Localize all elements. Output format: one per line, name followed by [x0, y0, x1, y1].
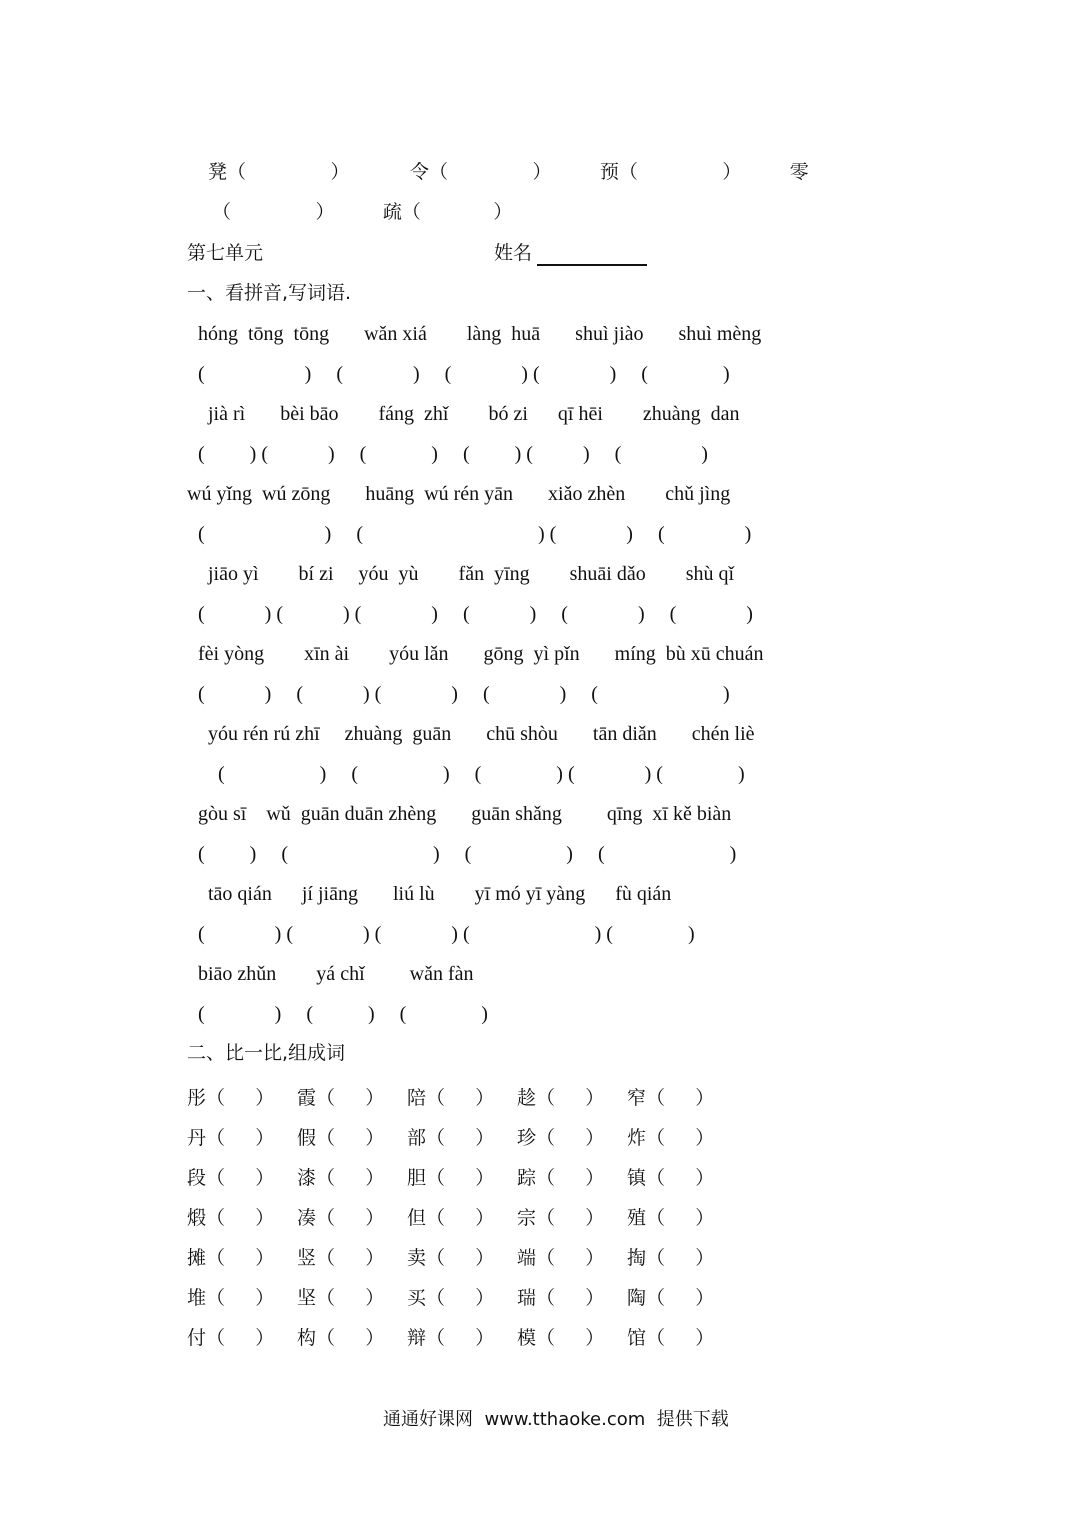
compare-cell	[297, 1243, 407, 1283]
compare-blank[interactable]: （ ）	[426, 1287, 495, 1309]
compare-blank[interactable]: （ ）	[206, 1207, 275, 1229]
compare-blank[interactable]: （ ）	[536, 1127, 605, 1149]
compare-blank[interactable]: （ ）	[316, 1247, 385, 1269]
compare-char: 部	[407, 1127, 427, 1149]
compare-cell	[407, 1323, 517, 1363]
compare-char: 珍	[517, 1127, 537, 1149]
pinyin-row-2: jià rì bèi bāo fáng zhǐ bó zi qī hēi zhuàng dan	[208, 403, 740, 425]
compare-cell	[187, 1283, 297, 1323]
compare-cell	[187, 1163, 297, 1203]
paren-row-7[interactable]: ( ) ( ) ( ) ( )	[198, 843, 737, 865]
compare-cell	[517, 1323, 627, 1363]
compare-cell	[407, 1203, 517, 1243]
compare-char: 丹	[187, 1127, 207, 1149]
compare-cell	[407, 1163, 517, 1203]
top-line-2: （ ） 疏（ ）	[212, 201, 513, 223]
pinyin-row-7: gòu sī wǔ guān duān zhèng guān shǎng qīng xī kě biàn	[198, 803, 732, 825]
pinyin-row-6: yóu rén rú zhī zhuàng guān chū shòu tān diǎn chén liè	[208, 723, 755, 745]
compare-blank[interactable]: （ ）	[646, 1127, 715, 1149]
compare-cell	[187, 1123, 297, 1163]
compare-row	[187, 1283, 737, 1323]
compare-cell	[627, 1323, 737, 1363]
compare-blank[interactable]: （ ）	[206, 1327, 275, 1349]
compare-blank[interactable]: （ ）	[536, 1087, 605, 1109]
compare-char: 踪	[517, 1167, 537, 1189]
compare-char: 趁	[517, 1087, 537, 1109]
compare-blank[interactable]: （ ）	[536, 1327, 605, 1349]
compare-cell	[297, 1163, 407, 1203]
compare-char: 彤	[187, 1087, 207, 1109]
compare-char: 端	[517, 1247, 537, 1269]
compare-char: 付	[187, 1327, 207, 1349]
name-blank-line[interactable]	[537, 264, 647, 266]
compare-blank[interactable]: （ ）	[426, 1167, 495, 1189]
compare-blank[interactable]: （ ）	[316, 1087, 385, 1109]
compare-char: 构	[297, 1327, 317, 1349]
compare-blank[interactable]: （ ）	[646, 1287, 715, 1309]
pinyin-row-5: fèi yòng xīn ài yóu lǎn gōng yì pǐn míng bù xū chuán	[198, 643, 764, 665]
compare-blank[interactable]: （ ）	[426, 1327, 495, 1349]
compare-char: 漆	[297, 1167, 317, 1189]
name-label: 姓名	[494, 242, 533, 264]
compare-cell	[187, 1203, 297, 1243]
compare-char: 陶	[627, 1287, 647, 1309]
compare-blank[interactable]: （ ）	[316, 1127, 385, 1149]
compare-blank[interactable]: （ ）	[646, 1207, 715, 1229]
compare-blank[interactable]: （ ）	[426, 1207, 495, 1229]
compare-cell	[297, 1283, 407, 1323]
compare-blank[interactable]: （ ）	[646, 1327, 715, 1349]
compare-char: 霞	[297, 1087, 317, 1109]
compare-char: 摊	[187, 1247, 207, 1269]
compare-char: 凑	[297, 1207, 317, 1229]
compare-cell	[517, 1123, 627, 1163]
paren-row-5[interactable]: ( ) ( ) ( ) ( ) ( )	[198, 683, 730, 705]
compare-char: 胆	[407, 1167, 427, 1189]
compare-char: 掏	[627, 1247, 647, 1269]
compare-blank[interactable]: （ ）	[206, 1087, 275, 1109]
compare-cell	[297, 1203, 407, 1243]
compare-char: 买	[407, 1287, 427, 1309]
section1-title: 一、看拼音,写词语.	[187, 282, 352, 304]
compare-row	[187, 1123, 737, 1163]
compare-blank[interactable]: （ ）	[646, 1087, 715, 1109]
compare-blank[interactable]: （ ）	[646, 1167, 715, 1189]
pinyin-row-8: tāo qián jí jiāng liú lù yī mó yī yàng fù qián	[208, 883, 672, 905]
compare-cell	[407, 1083, 517, 1123]
compare-cell	[627, 1163, 737, 1203]
compare-cell	[517, 1243, 627, 1283]
compare-char: 坚	[297, 1287, 317, 1309]
compare-blank[interactable]: （ ）	[426, 1087, 495, 1109]
compare-char: 堆	[187, 1287, 207, 1309]
pinyin-row-1: hóng tōng tōng wǎn xiá làng huā shuì jiào shuì mèng	[198, 323, 762, 345]
compare-row	[187, 1163, 737, 1203]
compare-char: 镇	[627, 1167, 647, 1189]
compare-char: 煅	[187, 1207, 207, 1229]
unit-title: 第七单元	[187, 242, 264, 264]
compare-char: 模	[517, 1327, 537, 1349]
compare-blank[interactable]: （ ）	[426, 1247, 495, 1269]
compare-cell	[627, 1243, 737, 1283]
pinyin-row-9: biāo zhǔn yá chǐ wǎn fàn	[198, 963, 474, 985]
compare-cell	[297, 1123, 407, 1163]
compare-char: 宗	[517, 1207, 537, 1229]
compare-cell	[187, 1083, 297, 1123]
compare-char: 辩	[407, 1327, 427, 1349]
compare-row	[187, 1323, 737, 1363]
paren-row-2[interactable]: ( ) ( ) ( ) ( ) ( ) ( )	[198, 443, 708, 465]
compare-row	[187, 1243, 737, 1283]
paren-row-6[interactable]: ( ) ( ) ( ) ( ) ( )	[218, 763, 745, 785]
compare-blank[interactable]: （ ）	[316, 1167, 385, 1189]
compare-cell	[407, 1283, 517, 1323]
compare-blank[interactable]: （ ）	[316, 1287, 385, 1309]
pinyin-row-4: jiāo yì bí zi yóu yù fǎn yīng shuāi dǎo shù qǐ	[208, 563, 735, 585]
compare-blank[interactable]: （ ）	[646, 1247, 715, 1269]
compare-blank[interactable]: （ ）	[536, 1167, 605, 1189]
compare-char: 但	[407, 1207, 427, 1229]
compare-char: 陪	[407, 1087, 427, 1109]
compare-cell	[627, 1203, 737, 1243]
paren-row-4[interactable]: ( ) ( ) ( ) ( ) ( ) ( )	[198, 603, 753, 625]
compare-blank[interactable]: （ ）	[316, 1207, 385, 1229]
top-line-1: 凳（ ） 令（ ） 预（ ） 零	[208, 161, 809, 183]
compare-blank[interactable]: （ ）	[206, 1127, 275, 1149]
compare-cell	[407, 1243, 517, 1283]
compare-row	[187, 1203, 737, 1243]
compare-cell	[297, 1083, 407, 1123]
compare-cell	[627, 1083, 737, 1123]
compare-cell	[517, 1163, 627, 1203]
footer-note: 通通好课网 www.tthaoke.com 提供下载	[383, 1409, 729, 1430]
compare-char: 殖	[627, 1207, 647, 1229]
compare-cell	[627, 1123, 737, 1163]
pinyin-row-3: wú yǐng wú zōng huāng wú rén yān xiǎo zhèn chǔ jìng	[187, 483, 731, 505]
compare-char: 段	[187, 1167, 207, 1189]
paren-row-8[interactable]: ( ) ( ) ( ) ( ) ( )	[198, 923, 695, 945]
compare-cell	[517, 1283, 627, 1323]
compare-blank[interactable]: （ ）	[536, 1287, 605, 1309]
compare-row	[187, 1083, 737, 1123]
compare-cell	[187, 1243, 297, 1283]
compare-blank[interactable]: （ ）	[206, 1167, 275, 1189]
compare-cell	[407, 1123, 517, 1163]
paren-row-9[interactable]: ( ) ( ) ( )	[198, 1003, 488, 1025]
compare-char: 馆	[627, 1327, 647, 1349]
compare-char: 炸	[627, 1127, 647, 1149]
compare-char: 假	[297, 1127, 317, 1149]
section2-title: 二、比一比,组成词	[187, 1042, 346, 1064]
compare-cell	[297, 1323, 407, 1363]
compare-char: 窄	[627, 1087, 647, 1109]
compare-blank[interactable]: （ ）	[206, 1287, 275, 1309]
compare-char: 竖	[297, 1247, 317, 1269]
compare-blank[interactable]: （ ）	[206, 1247, 275, 1269]
compare-blank[interactable]: （ ）	[426, 1127, 495, 1149]
compare-char: 卖	[407, 1247, 427, 1269]
compare-cell	[187, 1323, 297, 1363]
compare-char: 瑞	[517, 1287, 537, 1309]
paren-row-1[interactable]: ( ) ( ) ( ) ( ) ( )	[198, 363, 730, 385]
compare-word-table	[187, 1083, 737, 1363]
paren-row-3[interactable]: ( ) ( ) ( ) ( )	[198, 523, 752, 545]
compare-blank[interactable]: （ ）	[536, 1247, 605, 1269]
compare-blank[interactable]: （ ）	[316, 1327, 385, 1349]
compare-blank[interactable]: （ ）	[536, 1207, 605, 1229]
compare-cell	[627, 1283, 737, 1323]
compare-cell	[517, 1083, 627, 1123]
compare-cell	[517, 1203, 627, 1243]
